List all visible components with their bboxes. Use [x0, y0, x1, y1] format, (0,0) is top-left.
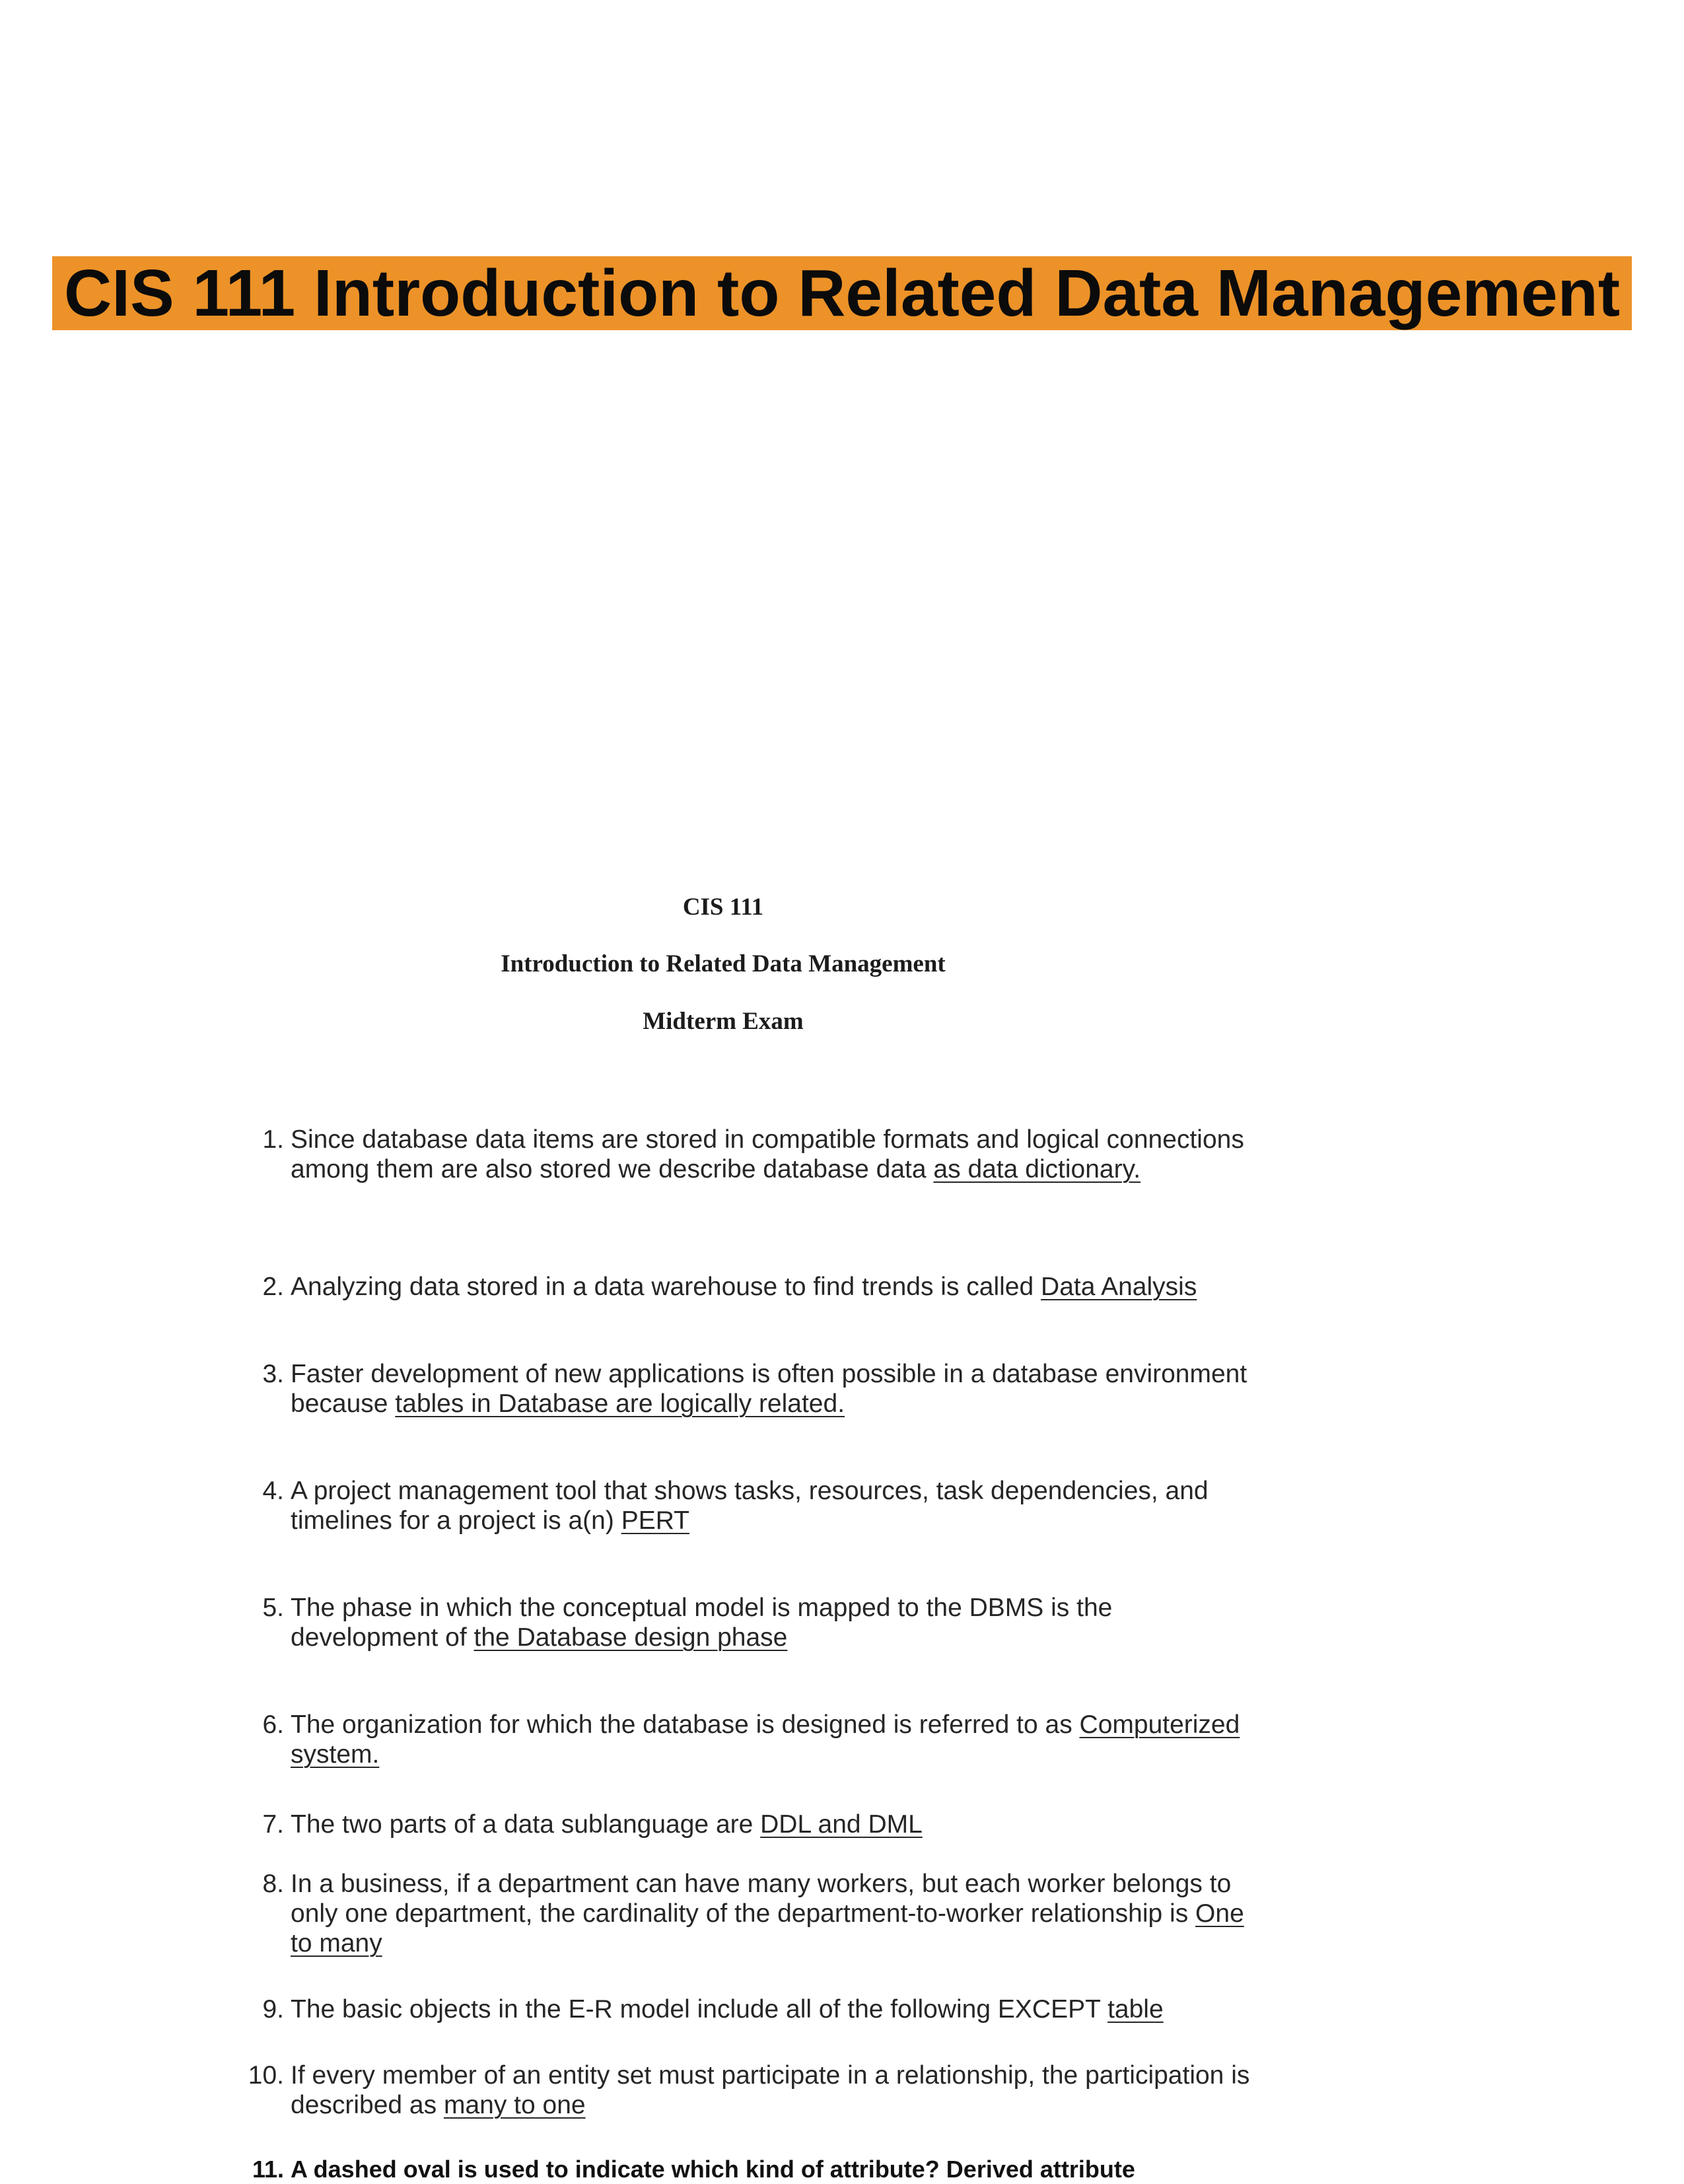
question-item [244, 2154, 1261, 2184]
question-answer: tables in Database are logically related. [395, 1390, 845, 1418]
question-text: The phase in which the conceptual model is mapped to the DBMS is the development of [291, 1594, 1113, 1652]
question-number: 11. [252, 2156, 284, 2183]
exam-type: Midterm Exam [643, 1008, 804, 1035]
question-number: 2. [262, 1273, 284, 1301]
question-answer: DDL and DML [760, 1810, 923, 1839]
question-text: A dashed oval is used to indicate which kind of attribute? Derived attribute [291, 2156, 1135, 2183]
question-item [244, 1994, 1261, 2024]
question-body [291, 1359, 1261, 1419]
document-title: CIS 111 Introduction to Related Data Management [52, 256, 1632, 330]
question-answer: many to one [443, 2091, 586, 2119]
question-body [291, 1272, 1261, 1302]
question-item [244, 1476, 1261, 1535]
question-text: Faster development of new applications is often possible in a database environment because [291, 1360, 1247, 1418]
question-answer: the Database design phase [474, 1623, 788, 1652]
question-item [244, 1359, 1261, 1419]
question-body [291, 2154, 1261, 2184]
question-item [244, 1272, 1261, 1302]
question-body [291, 1869, 1261, 1958]
question-answer: Data Analysis [1041, 1273, 1197, 1301]
question-body [291, 1994, 1261, 2024]
question-text: In a business, if a department can have many workers, but each worker belongs to only one department, the cardinality of the department-to-worker relationship is [291, 1870, 1232, 1928]
question-number: 5. [262, 1594, 284, 1622]
question-body [291, 1710, 1261, 1769]
question-text: The organization for which the database is designed is referred to as [291, 1710, 1080, 1739]
question-answer: as data dictionary. [933, 1155, 1141, 1183]
question-number: 4. [262, 1477, 284, 1505]
question-answer: PERT [621, 1506, 689, 1535]
question-answer: table [1107, 1995, 1164, 2024]
question-item [244, 1869, 1261, 1958]
question-body [291, 1476, 1261, 1535]
question-text: The basic objects in the E-R model include all of the following EXCEPT [291, 1995, 1108, 2024]
question-number: 7. [262, 1810, 284, 1839]
document-title-banner [0, 251, 1684, 335]
question-item [244, 1710, 1261, 1769]
question-text: Since database data items are stored in compatible formats and logical connections among them are also stored we describe database data [291, 1125, 1244, 1183]
question-item [244, 1593, 1261, 1652]
question-body [291, 1810, 1261, 1839]
question-text: Analyzing data stored in a data warehouse to find trends is called [291, 1273, 1041, 1301]
question-number: 8. [262, 1870, 284, 1898]
question-number: 3. [262, 1360, 284, 1388]
exam-subject: Introduction to Related Data Management [501, 950, 946, 977]
question-answer: Computerized system. [291, 1710, 1240, 1769]
question-text: A project management tool that shows tasks, resources, task dependencies, and timelines for a project is a(n) [291, 1477, 1209, 1535]
question-text: The two parts of a data sublanguage are [291, 1810, 761, 1839]
question-body [291, 2061, 1261, 2120]
question-number: 9. [262, 1995, 284, 2024]
question-body [291, 1125, 1261, 1184]
question-text: If every member of an entity set must participate in a relationship, the participation is described as [291, 2061, 1250, 2119]
question-body [291, 1593, 1261, 1652]
question-number: 6. [262, 1710, 284, 1739]
question-item [244, 1125, 1261, 1184]
question-number: 10. [248, 2061, 284, 2090]
question-item [244, 2061, 1261, 2120]
question-number: 1. [262, 1125, 284, 1154]
question-answer: One to many [291, 1899, 1244, 1957]
exam-course-code: CIS 111 [682, 894, 764, 921]
question-item [244, 1810, 1261, 1839]
